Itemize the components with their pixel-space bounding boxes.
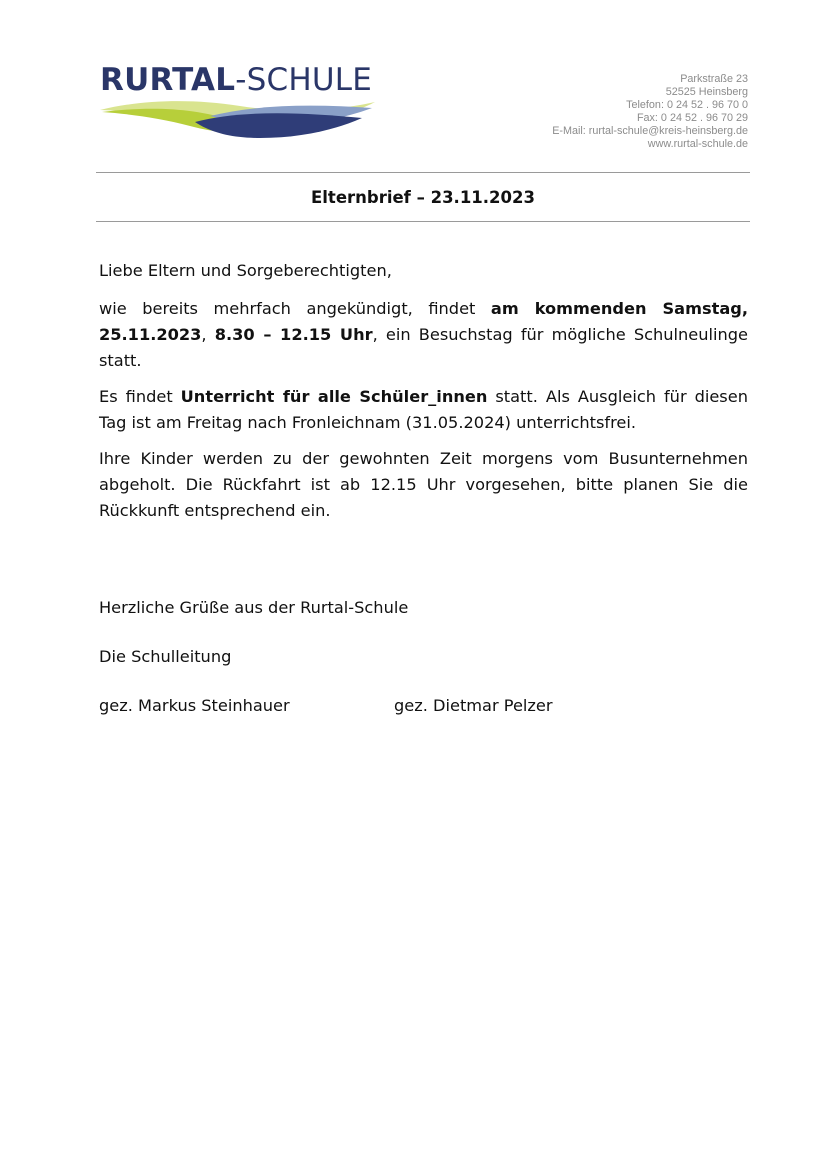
p1-time-bold: 8.30 – 12.15 Uhr [214, 325, 373, 344]
title-rule-top [96, 172, 750, 173]
address-fax: Fax: 0 24 52 . 96 70 29 [636, 112, 748, 124]
regards: Herzliche Grüße aus der Rurtal-Schule [99, 598, 409, 617]
p2-text-a: Es findet [99, 387, 181, 406]
logo-word-regular: -SCHULE [235, 62, 372, 98]
p1-date-bold: am kommenden Samstag, 25.11.2023 [99, 299, 748, 344]
school-address [552, 73, 748, 151]
p1-text-e: , ein Besuchstag für mögliche Schulneulinge statt. [99, 325, 748, 370]
logo-word-bold: RURTAL [100, 62, 236, 98]
letter-title: Elternbrief – 23.11.2023 [311, 188, 535, 207]
paragraph-lessons [99, 384, 748, 436]
address-phone: Telefon: 0 24 52 . 96 70 0 [626, 99, 748, 111]
letter-closing [99, 595, 748, 719]
paragraph-bus: Ihre Kinder werden zu der gewohnten Zeit morgens vom Busunternehmen abgeholt. Die Rückfahrt ist ab 12.15 Uhr vorgesehen, bitte planen Sie die Rückkunft entsprechend ein. [99, 449, 748, 520]
p2-lessons-bold: Unterricht für alle Schüler_innen [180, 387, 488, 406]
signer-1: gez. Markus Steinhauer [99, 696, 290, 715]
paragraph-visit-day [99, 296, 748, 374]
title-rule-bottom [96, 221, 750, 222]
school-logo [100, 62, 390, 152]
address-email: E-Mail: rurtal-schule@kreis-heinsberg.de [552, 125, 748, 137]
logo-wave-blue [195, 113, 362, 138]
p2-text-c: statt. Als Ausgleich für diesen Tag ist am Freitag nach Fronleichnam (31.05.2024) unterrichtsfrei. [99, 387, 748, 432]
address-street: Parkstraße 23 [680, 73, 748, 85]
p1-text-c: , [201, 325, 215, 344]
address-web: www.rurtal-schule.de [647, 138, 748, 150]
logo-wave-icon [100, 98, 380, 142]
signoff: Die Schulleitung [99, 647, 232, 666]
signatures [99, 693, 748, 719]
p1-text-a: wie bereits mehrfach angekündigt, findet [99, 299, 491, 318]
letter-body [99, 258, 748, 534]
address-city: 52525 Heinsberg [665, 86, 748, 98]
greeting: Liebe Eltern und Sorgeberechtigten, [99, 261, 392, 280]
signer-2: gez. Dietmar Pelzer [394, 696, 553, 715]
logo-wordmark [100, 62, 372, 98]
